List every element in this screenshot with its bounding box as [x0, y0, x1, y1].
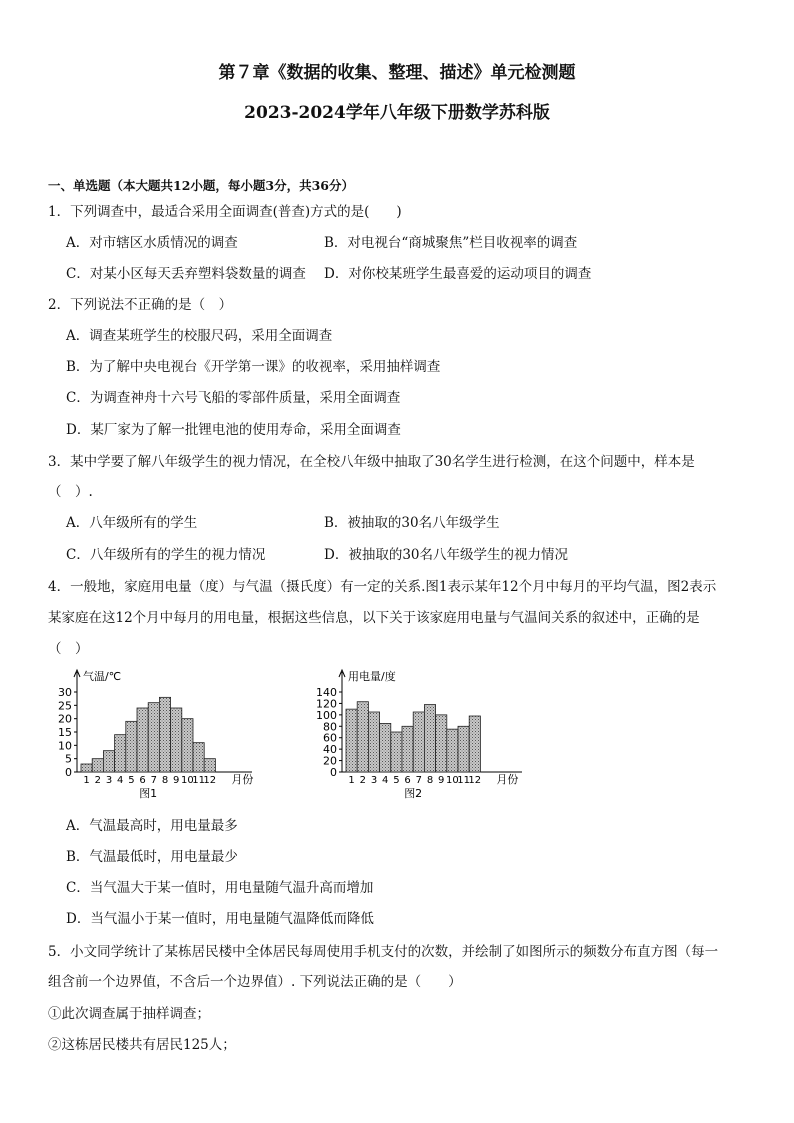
- bar: [103, 751, 114, 772]
- q1-option-b: B．对电视台“商城聚焦”栏目收视率的调查: [324, 235, 578, 251]
- bar: [413, 712, 424, 772]
- section-heading: 一、单选题（本大题共12小题，每小题3分，共36分）: [48, 178, 354, 193]
- bar: [182, 719, 193, 772]
- x-tick-label: 6: [404, 775, 411, 786]
- q3-option-c: C．八年级所有的学生的视力情况: [66, 547, 266, 563]
- bar: [368, 712, 379, 772]
- y-tick-label: 140: [316, 686, 337, 699]
- q2-option-b: B．为了解中央电视台《开学第一课》的收视率，采用抽样调查: [66, 359, 441, 375]
- y-axis-label: 用电量/度: [348, 670, 396, 683]
- y-tick-label: 15: [58, 726, 72, 739]
- question-5-stem-line1: 5．小文同学统计了某栋居民楼中全体居民每周使用手机支付的次数，并绘制了如图所示的频数分布直方图（每一: [48, 944, 719, 960]
- x-tick-label: 12: [468, 775, 482, 786]
- q4-option-d: D．当气温小于某一值时，用电量随气温降低而降低: [66, 911, 374, 927]
- bar: [402, 726, 413, 772]
- q2-option-c: C．为调查神舟十六号飞船的零部件质量，采用全面调查: [66, 390, 401, 406]
- figure-1-temperature-chart: [55, 662, 275, 806]
- y-axis-label: 气温/℃: [83, 670, 122, 683]
- bar: [391, 732, 402, 772]
- x-tick-label: 8: [161, 775, 169, 786]
- q4-option-b: B．气温最低时，用电量最少: [66, 849, 238, 865]
- figure-2-electricity-chart: [310, 662, 550, 806]
- x-tick-label: 9: [438, 775, 445, 786]
- x-tick-label: 10: [446, 775, 459, 786]
- bar: [193, 743, 204, 772]
- question-4-stem-line1: 4．一般地，家庭用电量（度）与气温（摄氏度）有一定的关系.图1表示某年12个月中每月的平均气温，图2表示: [48, 579, 717, 595]
- q2-option-a: A．调查某班学生的校服尺码，采用全面调查: [66, 328, 333, 344]
- bar: [469, 716, 480, 772]
- y-tick-label: 30: [58, 686, 72, 699]
- x-tick-label: 7: [150, 775, 157, 786]
- bar: [357, 702, 368, 772]
- bar: [458, 726, 469, 772]
- bar: [115, 735, 126, 772]
- bar: [137, 708, 148, 772]
- bar: [81, 764, 92, 772]
- bar: [148, 703, 159, 772]
- q1-option-d: D．对你校某班学生最喜爱的运动项目的调查: [324, 266, 592, 282]
- x-tick-label: 12: [203, 775, 217, 786]
- x-axis-label: 月份: [496, 773, 519, 786]
- y-tick-label: 60: [323, 731, 337, 745]
- bar: [436, 715, 447, 772]
- x-tick-label: 1: [83, 775, 90, 786]
- question-5-stem-line2: 组含前一个边界值，不含后一个边界值）. 下列说法正确的是（ ）: [48, 974, 462, 990]
- q5-item-1: ①此次调查属于抽样调查；: [48, 1006, 210, 1022]
- x-tick-label: 6: [139, 775, 146, 786]
- x-tick-label: 4: [117, 775, 124, 786]
- bar: [424, 705, 435, 772]
- x-tick-label: 9: [173, 775, 180, 786]
- y-tick-label: 40: [323, 743, 337, 757]
- y-tick-label: 25: [58, 699, 72, 713]
- q1-option-c: C．对某小区每天丢弃塑料袋数量的调查: [66, 266, 306, 282]
- q3-option-b: B．被抽取的30名八年级学生: [324, 515, 500, 531]
- x-tick-label: 11: [192, 775, 205, 786]
- x-tick-label: 8: [426, 775, 434, 786]
- x-tick-label: 1: [348, 775, 355, 786]
- x-tick-label: 3: [105, 775, 113, 786]
- bar: [92, 759, 103, 772]
- question-1-stem: 1．下列调查中，最适合采用全面调查(普查)方式的是( ): [48, 204, 402, 220]
- x-tick-label: 2: [359, 775, 366, 786]
- q2-option-d: D．某厂家为了解一批锂电池的使用寿命，采用全面调查: [66, 422, 401, 438]
- bar: [204, 759, 215, 772]
- q4-option-c: C．当气温大于某一值时，用电量随气温升高而增加: [66, 880, 374, 896]
- x-tick-label: 10: [181, 775, 194, 786]
- y-tick-label: 100: [316, 708, 337, 722]
- x-tick-label: 7: [415, 775, 422, 786]
- y-tick-label: 0: [65, 766, 72, 779]
- q3-option-d: D．被抽取的30名八年级学生的视力情况: [324, 547, 569, 563]
- bar: [447, 729, 458, 772]
- x-tick-label: 11: [457, 775, 470, 786]
- document-subtitle: 2023-2024学年八年级下册数学苏科版: [244, 103, 550, 123]
- y-tick-label: 20: [323, 754, 337, 768]
- bar: [380, 723, 391, 772]
- document-title: 第７章《数据的收集、整理、描述》单元检测题: [218, 63, 576, 83]
- q4-option-a: A．气温最高时，用电量最多: [66, 818, 238, 834]
- x-axis-label: 月份: [231, 773, 254, 786]
- q5-item-2: ②这栋居民楼共有居民125人；: [48, 1037, 236, 1053]
- question-4-stem-line2: 某家庭在这12个月中每月的用电量，根据这些信息，以下关于该家庭用电量与气温间关系的叙述中，正确的是: [48, 610, 700, 626]
- bar: [126, 721, 137, 772]
- q1-option-a: A．对市辖区水质情况的调查: [66, 235, 238, 251]
- bar: [159, 697, 170, 772]
- y-tick-label: 0: [330, 766, 337, 779]
- y-tick-label: 20: [58, 712, 72, 726]
- bar: [346, 709, 357, 772]
- y-tick-label: 5: [65, 752, 72, 766]
- x-tick-label: 5: [393, 775, 400, 786]
- x-tick-label: 5: [128, 775, 135, 786]
- question-3-stem-line1: 3．某中学要了解八年级学生的视力情况，在全校八年级中抽取了30名学生进行检测，在这个问题中，样本是: [48, 454, 695, 470]
- x-tick-label: 2: [94, 775, 101, 786]
- figure-caption: 图2: [404, 787, 423, 800]
- y-tick-label: 120: [316, 697, 337, 711]
- figure-caption: 图1: [139, 787, 158, 800]
- question-2-stem: 2．下列说法不正确的是（ ）: [48, 297, 233, 313]
- q3-option-a: A．八年级所有的学生: [66, 515, 198, 531]
- question-3-stem-line2: （ ）.: [48, 484, 93, 500]
- x-tick-label: 3: [370, 775, 378, 786]
- question-4-stem-line3: （ ）: [48, 641, 89, 657]
- y-tick-label: 10: [58, 739, 72, 753]
- x-tick-label: 4: [382, 775, 389, 786]
- y-tick-label: 80: [323, 720, 337, 734]
- bar: [171, 708, 182, 772]
